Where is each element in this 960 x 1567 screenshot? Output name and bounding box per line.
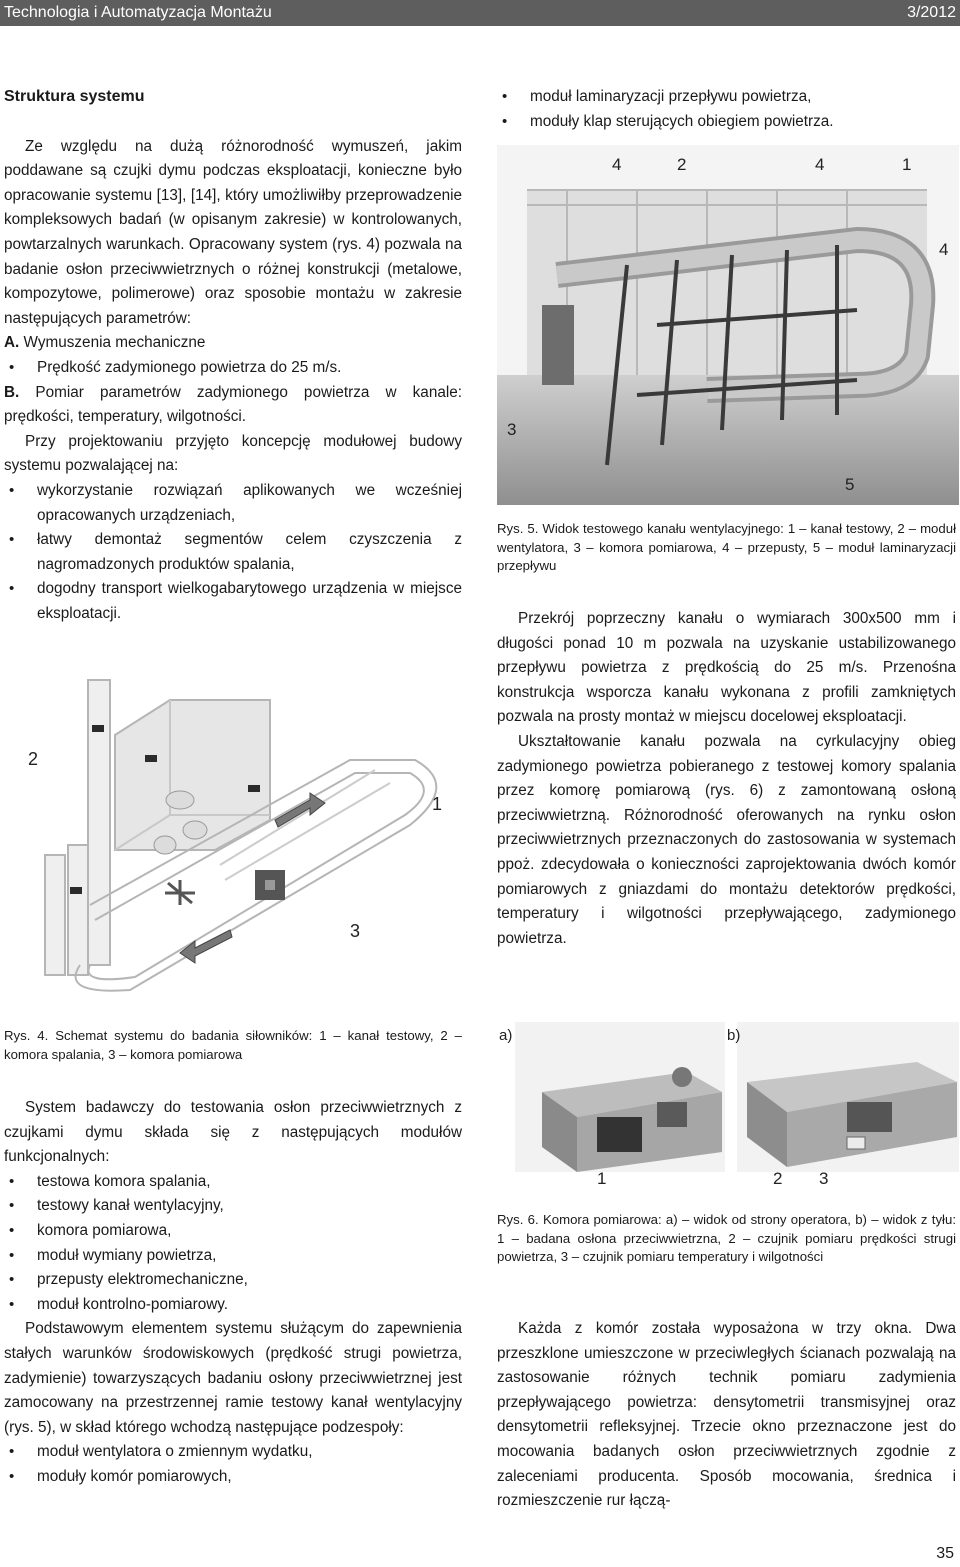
paragraph: Ze względu na dużą różnorodność wymuszeń, jakim poddawane są czujki dymu podczas eksploatacji, konieczne było opracowanie systemu [13], [14], który umożliwiłby przeprowadzenie kompleksowych badań (w opisanym zakresie) w kontrolowanych, powtarzalnych warunkach. Opracowany system (rys. 4) pozwala na badanie osłon przeciwwietrznych o różnej konstrukcji (metalowe, kompozytowe, polimerowe) oraz sposobie montażu w zakresie następujących parametrów: [4, 137, 462, 327]
list-subassemblies-cont [497, 85, 956, 134]
paragraph: Każda z komór została wyposażona w trzy okna. Dwa przeszklone umieszczone w przeciwległych ścianach pozwalają na zastosowanie różnych technik pomiaru zadymienia przepływającego powietrza: densytometrii transmisyjnej oraz densytometrii refleksyjnej. Trzecie okno przeznaczone jest do mocowania badanych osłon przeciwwietrznych zgodnie z zaleceniami producenta. Sposób mocowania, średnica i rozmieszczenie rur łączą- [497, 1320, 956, 1510]
figure-4-schematic [20, 665, 470, 995]
list-item: • Prędkość zadymionego powietrza do 25 m/s. [4, 356, 462, 381]
fig6-label-3: 3 [819, 1169, 829, 1188]
figure-6-caption: Rys. 6. Komora pomiarowa: a) – widok od strony operatora, b) – widok z tyłu: 1 – badana osłona przeciwwietrzna, 2 – czujnik pomiaru prędkości strugi powietrza, 3 – czujnik pomiaru temperatury i wilgotności [497, 1212, 956, 1264]
section-heading: Struktura systemu [4, 88, 145, 105]
fig5-label-4b: 4 [815, 155, 825, 174]
fig6-label-a: a) [499, 1027, 513, 1044]
list-item: • testowa komora spalania, [4, 1170, 462, 1195]
list-modules [4, 1170, 462, 1318]
fig5-label-5: 5 [845, 475, 855, 494]
figure-4-caption: Rys. 4. Schemat systemu do badania siłowników: 1 – kanał testowy, 2 – komora spalania, 3 – komora pomiarowa [4, 1028, 462, 1062]
paragraph: System badawczy do testowania osłon przeciwwietrznych z czujkami dymu składa się z następujących modułów funkcjonalnych: [4, 1099, 462, 1166]
left-column-bottom [4, 1096, 462, 1490]
list-subassemblies [4, 1440, 462, 1489]
fig5-label-1: 1 [902, 155, 912, 174]
fig5-label-4c: 4 [939, 240, 949, 259]
fig5-label-2: 2 [677, 155, 687, 174]
paragraph-b [4, 381, 462, 430]
list-item: • moduł wymiany powietrza, [4, 1244, 462, 1269]
paragraph-a [4, 331, 462, 356]
journal-title: Technologia i Automatyzacja Montażu [4, 4, 272, 21]
paragraph: Ukształtowanie kanału pozwala na cyrkulacyjny obieg zadymionego powietrza pobieranego z testowej komory spalania przez komorę pomiarową (rys. 6) z zamontowaną osłoną przeciwwietrzną. Różnorodność oferowanych na rynku osłon przeciwwietrznych przeznaczonych do zastosowania w systemach ppoż. zdecydowała o konieczności zaprojektowania dwóch komór pomiarowych z gniazdami do montażu detektorów prędkości, temperatury i wilgotności przepływającego, zadymionego powietrza. [497, 732, 956, 947]
label-a: A. [4, 334, 20, 352]
fig6-label-b: b) [727, 1027, 741, 1044]
right-column-bottom [497, 1317, 956, 1514]
fig4-label-1: 1 [432, 794, 443, 814]
list-item: • przepusty elektromechaniczne, [4, 1268, 462, 1293]
text-b: Pomiar parametrów zadymionego powietrza w kanale: prędkości, temperatury, wilgotności. [4, 383, 462, 426]
figure-6-photos [497, 1022, 959, 1190]
issue-number: 3/2012 [907, 4, 956, 21]
list-item: • łatwy demontaż segmentów celem czyszczenia z nagromadzonych produktów spalania, [4, 528, 462, 577]
list-item: • moduł kontrolno-pomiarowy. [4, 1293, 462, 1318]
fig5-label-3: 3 [507, 420, 517, 439]
list-a [4, 356, 462, 381]
list-item: • moduł laminaryzacji przepływu powietrza, [497, 85, 956, 110]
fig6-label-2: 2 [773, 1169, 783, 1188]
list-item: • moduły komór pomiarowych, [4, 1465, 462, 1490]
list-item: • moduł wentylatora o zmiennym wydatku, [4, 1440, 462, 1465]
list-item: • testowy kanał wentylacyjny, [4, 1194, 462, 1219]
left-column-top [4, 85, 462, 626]
page-number: 35 [936, 1545, 954, 1562]
list-item: • moduły klap sterujących obiegiem powietrza. [497, 110, 956, 135]
figure-5-photo [497, 145, 959, 505]
list-modular [4, 479, 462, 627]
paragraph: Przekrój poprzeczny kanału o wymiarach 300x500 mm i długości ponad 10 m pozwala na uzyskanie ustabilizowanego przepływu powietrza z prędkością do 25 m/s. Przenośna konstrukcja wsporcza kanału wykonana z profili zamkniętych pozwala na prosty montaż w miejscu docelowej eksploatacji. [497, 610, 956, 726]
text-a: Wymuszenia mechaniczne [19, 334, 206, 352]
page-header [0, 0, 960, 26]
fig4-label-3: 3 [350, 921, 361, 941]
paragraph: Podstawowym elementem systemu służącym do zapewnienia stałych warunków środowiskowych (prędkość strugi powietrza, zadymienie) towarzyszących badaniu osłony przeciwwietrznej jest zamocowany na przestrzennej ramie testowy kanał wentylacyjny (rys. 5), w skład którego wchodzą następujące podzespoły: [4, 1320, 462, 1436]
fig5-label-4a: 4 [612, 155, 622, 174]
fig4-label-2: 2 [28, 749, 39, 769]
right-column-middle [497, 607, 956, 951]
list-item: • komora pomiarowa, [4, 1219, 462, 1244]
fig6-label-1: 1 [597, 1169, 607, 1188]
label-b: B. [4, 383, 20, 401]
right-column-top [497, 85, 956, 134]
list-item: • wykorzystanie rozwiązań aplikowanych we wcześniej opracowanych urządzeniach, [4, 479, 462, 528]
list-item: • dogodny transport wielkogabarytowego urządzenia w miejsce eksploatacji. [4, 577, 462, 626]
paragraph: Przy projektowaniu przyjęto koncepcję modułowej budowy systemu pozwalającej na: [4, 432, 462, 475]
figure-5-caption: Rys. 5. Widok testowego kanału wentylacyjnego: 1 – kanał testowy, 2 – moduł wentylatora, 3 – komora pomiarowa, 4 – przepusty, 5 – moduł laminaryzacji przepływu [497, 521, 956, 573]
